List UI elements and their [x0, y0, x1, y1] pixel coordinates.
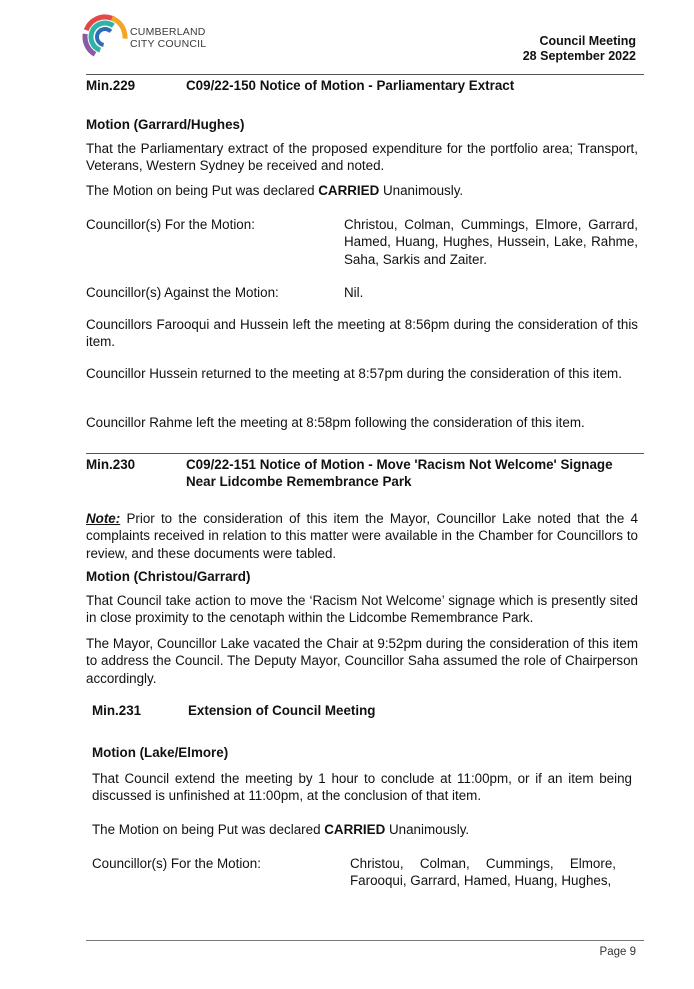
motion-heading-229: Motion (Garrard/Hughes) — [86, 117, 245, 132]
meeting-title: Council Meeting — [539, 34, 636, 48]
meeting-header — [523, 34, 636, 64]
minute-title-229: C09/22-150 Notice of Motion - Parliamentary Extract — [186, 78, 515, 93]
minute-title-231: Extension of Council Meeting — [188, 703, 376, 718]
motion-heading-230: Motion (Christou/Garrard) — [86, 569, 251, 584]
council-logo-icon — [82, 14, 128, 60]
chair-note-230: The Mayor, Councillor Lake vacated the Chair at 9:52pm during the consideration of this item to address the Council. The Deputy Mayor, Councillor Saha assumed the role of Chairperson accordingly. — [86, 636, 638, 686]
minute-number-231: Min.231 — [92, 703, 142, 718]
for-names-231: Christou, Colman, Cummings, Elmore, Farooqui, Garrard, Hamed, Huang, Hughes, — [350, 856, 616, 889]
minute-title-230 — [186, 456, 646, 491]
attendance-note-1: Councillors Farooqui and Hussein left the meeting at 8:56pm during the consideration of this item. — [86, 317, 638, 350]
section-divider-230 — [86, 453, 644, 454]
against-names-229: Nil. — [344, 285, 364, 300]
note-text: Prior to the consideration of this item the Mayor, Councillor Lake noted that the 4 complaints received in relation to this matter were available in the Chamber for Councillors to review, and these documents were tabled. — [86, 511, 638, 561]
page-number: Page 9 — [599, 946, 636, 958]
motion-text-229: That the Parliamentary extract of the proposed expenditure for the portfolio area; Transport, Veterans, Western Sydney be received and noted. — [86, 141, 638, 174]
motion-text-231: That Council extend the meeting by 1 hour to conclude at 11:00pm, or if an item being discussed is unfinished at 11:00pm, at the conclusion of that item. — [92, 771, 632, 804]
result-carried: CARRIED — [324, 822, 386, 837]
council-logo — [82, 14, 128, 60]
motion-result-231 — [92, 821, 469, 838]
minute-number-230: Min.230 — [86, 457, 136, 472]
org-name — [130, 27, 206, 50]
result-suffix: Unanimously. — [379, 183, 464, 198]
for-names-229: Christou, Colman, Cummings, Elmore, Garrard, Hamed, Huang, Hughes, Hussein, Lake, Rahme, Saha, Sarkis and Zaiter. — [344, 217, 638, 267]
minute-title-230-line1: C09/22-151 Notice of Motion - Move 'Racism Not Welcome' Signage — [186, 457, 613, 472]
result-carried: CARRIED — [318, 183, 380, 198]
note-230 — [86, 510, 638, 562]
attendance-note-3: Councillor Rahme left the meeting at 8:58pm following the consideration of this item. — [86, 415, 585, 430]
attendance-note-2: Councillor Hussein returned to the meeting at 8:57pm during the consideration of this item. — [86, 366, 622, 381]
motion-heading-231: Motion (Lake/Elmore) — [92, 745, 229, 760]
motion-result-229 — [86, 182, 463, 199]
result-prefix: The Motion on being Put was declared — [86, 183, 319, 198]
minute-number-229: Min.229 — [86, 78, 136, 93]
result-prefix: The Motion on being Put was declared — [92, 822, 325, 837]
minute-title-230-line2: Near Lidcombe Remembrance Park — [186, 474, 412, 490]
meeting-date: 28 September 2022 — [522, 49, 636, 63]
header-divider — [86, 74, 644, 75]
against-label-229: Councillor(s) Against the Motion: — [86, 285, 279, 300]
for-label-231: Councillor(s) For the Motion: — [92, 856, 261, 871]
note-label: Note: — [86, 511, 121, 526]
org-name-line2: CITY COUNCIL — [130, 37, 207, 50]
motion-text-230: That Council take action to move the ‘Racism Not Welcome’ signage which is presently sited in close proximity to the cenotaph within the Lidcombe Remembrance Park. — [86, 593, 638, 626]
for-label-229: Councillor(s) For the Motion: — [86, 217, 255, 232]
result-suffix: Unanimously. — [385, 822, 470, 837]
org-name-line1: CUMBERLAND — [130, 26, 206, 38]
footer-divider — [86, 940, 644, 941]
